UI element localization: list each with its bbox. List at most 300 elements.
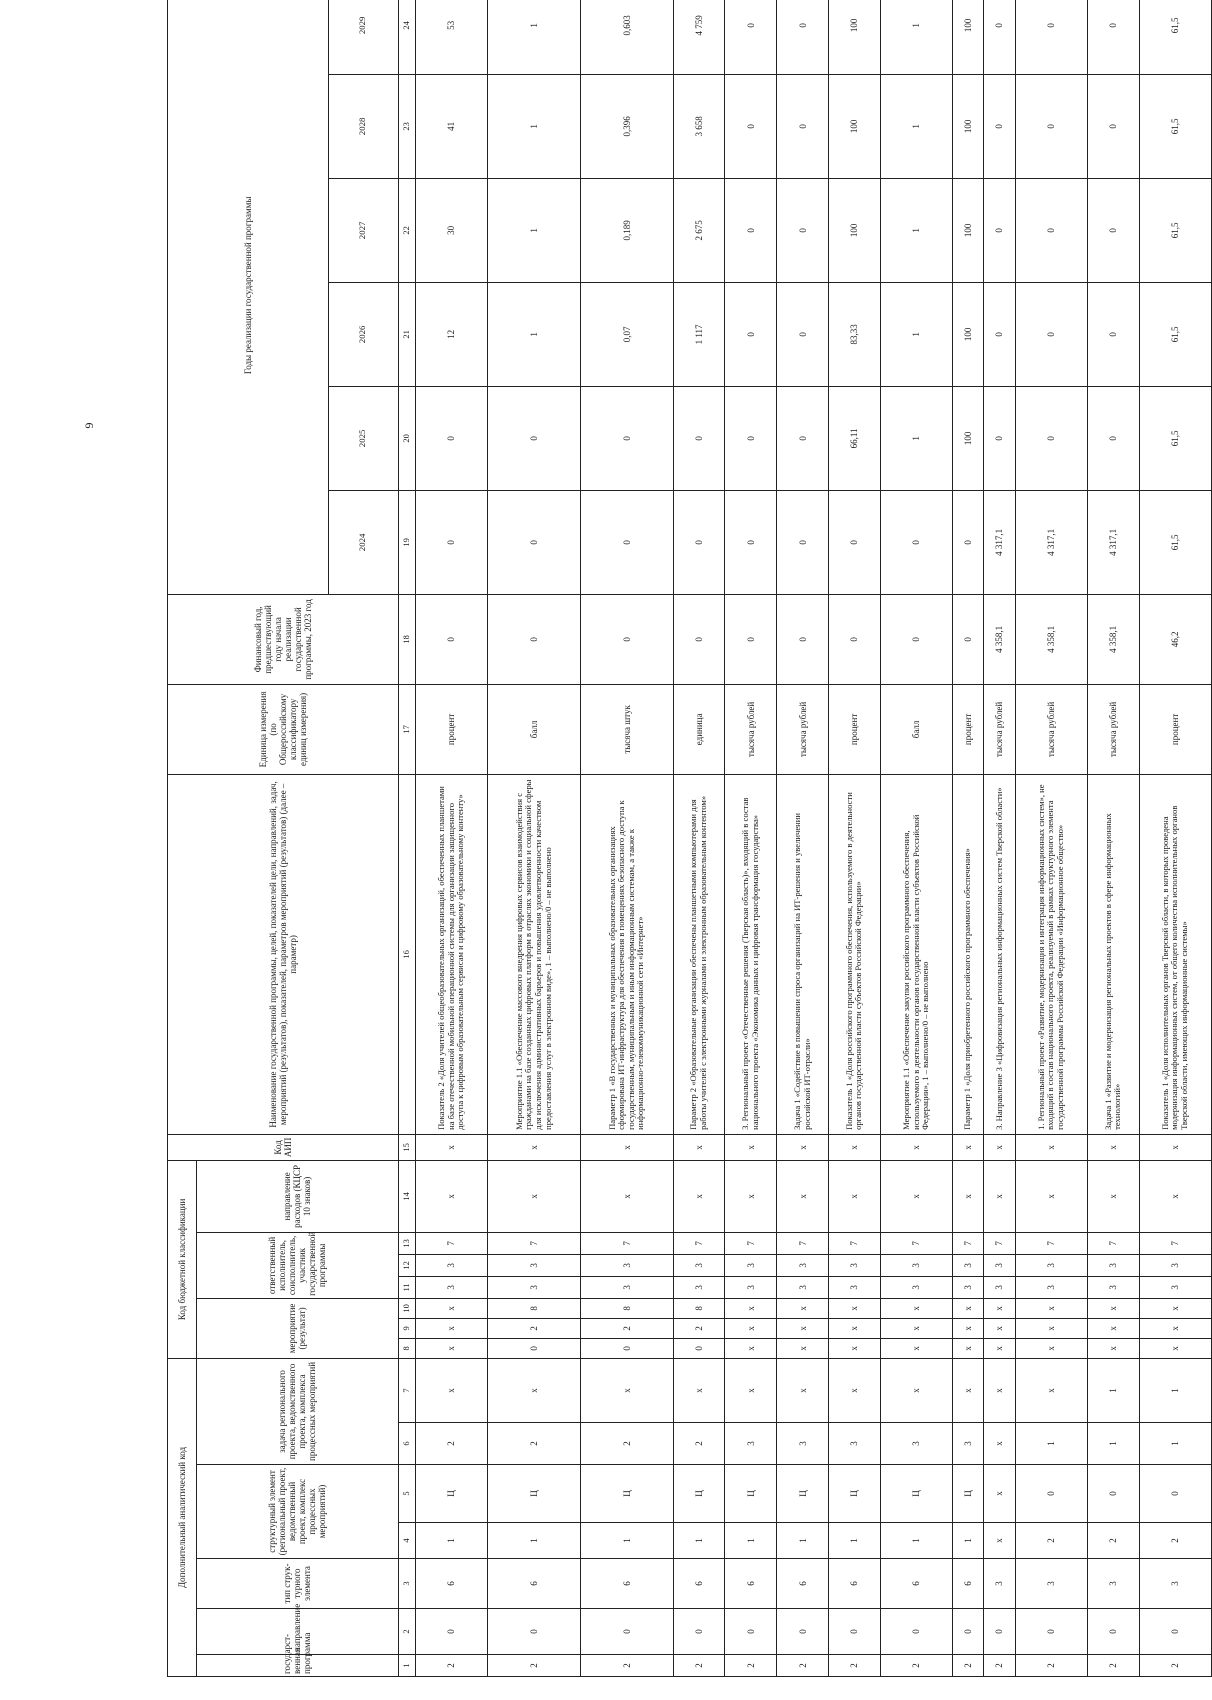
code-cell: х [828, 1298, 880, 1318]
code-cell: 7 [1015, 1232, 1087, 1254]
code-cell: 6 [828, 1559, 880, 1609]
code-cell: 3 [984, 1276, 1015, 1298]
code-cell: 1 [673, 1523, 725, 1559]
code-cell: 2 [1139, 1655, 1211, 1677]
row-year-value: 0 [777, 178, 829, 282]
code-cell: 0 [1015, 1609, 1087, 1655]
row-unit: процент [1139, 684, 1211, 774]
table-row [580, 0, 673, 1677]
code-cell: 2 [580, 1423, 673, 1465]
code-cell: 3 [1087, 1559, 1139, 1609]
row-year-value: 0 [487, 386, 580, 490]
code-cell: 3 [1087, 1276, 1139, 1298]
code-cell: х [725, 1160, 777, 1232]
row-unit: тысяча рублей [1015, 684, 1087, 774]
code-cell: 0 [1087, 1609, 1139, 1655]
code-cell: 3 [984, 1254, 1015, 1276]
code-cell: х [415, 1338, 487, 1358]
code-cell: 0 [828, 1609, 880, 1655]
row-base-year-value: 0 [673, 594, 725, 684]
code-cell: 0 [487, 1609, 580, 1655]
row-year-value: 0 [1015, 282, 1087, 386]
row-year-value: 0 [1087, 0, 1139, 74]
code-cell: х [953, 1298, 984, 1318]
code-cell: 7 [880, 1232, 952, 1254]
code-cell: х [777, 1134, 829, 1160]
code-cell: 7 [673, 1232, 725, 1254]
row-base-year-value: 0 [880, 594, 952, 684]
row-base-year-value: 46,2 [1139, 594, 1211, 684]
code-cell: 2 [984, 1655, 1015, 1677]
code-cell: Ц [953, 1465, 984, 1523]
code-cell: 3 [953, 1276, 984, 1298]
code-cell: 3 [828, 1423, 880, 1465]
code-cell: 2 [673, 1423, 725, 1465]
code-cell: Ц [828, 1465, 880, 1523]
code-cell: 2 [1087, 1523, 1139, 1559]
code-cell: х [1015, 1160, 1087, 1232]
row-year-value: 1 [880, 386, 952, 490]
code-cell: 1 [953, 1523, 984, 1559]
column-number: 24 [398, 0, 415, 74]
code-cell: х [880, 1338, 952, 1358]
code-cell: 0 [984, 1609, 1015, 1655]
table-row [1015, 0, 1087, 1677]
header-year-2025: 2025 [328, 386, 398, 490]
row-year-value: 0 [487, 490, 580, 594]
code-cell: 3 [984, 1559, 1015, 1609]
code-cell: 1 [777, 1523, 829, 1559]
code-cell: х [415, 1298, 487, 1318]
row-name: 3. Направление 3 «Цифровизация региональных информационных систем Тверской области» [984, 774, 1015, 1134]
table-body [415, 0, 1211, 1677]
code-cell: 7 [1087, 1232, 1139, 1254]
code-cell: х [1139, 1338, 1211, 1358]
code-cell: 1 [487, 1523, 580, 1559]
row-year-value: 0 [415, 386, 487, 490]
code-cell: х [984, 1134, 1015, 1160]
code-cell: х [673, 1134, 725, 1160]
column-number: 12 [398, 1254, 415, 1276]
row-name: Показатель 2 «Доля учителей общеобразовательных организаций, обеспеченных планшетами на базе отечественной мобильной операционной системы для организации защищенного доступа к цифровым образовательным сервисам и цифровому образовательному контенту» [415, 774, 487, 1134]
code-cell: 6 [487, 1559, 580, 1609]
code-cell: 6 [415, 1559, 487, 1609]
row-unit: тысяча рублей [777, 684, 829, 774]
header-event: мероприятие (результат) [197, 1298, 399, 1358]
row-year-value: 0 [984, 178, 1015, 282]
row-year-value: 3 658 [673, 74, 725, 178]
code-cell: 2 [828, 1655, 880, 1677]
column-number: 8 [398, 1338, 415, 1358]
header-unit: Единица измерения (по Общероссийскому классификатору единиц измерения) [168, 684, 399, 774]
code-cell: х [828, 1358, 880, 1422]
code-cell: 3 [953, 1423, 984, 1465]
code-cell: х [953, 1134, 984, 1160]
header-direction: направление [197, 1609, 399, 1655]
row-year-value: 0 [984, 386, 1015, 490]
row-year-value: 0 [725, 0, 777, 74]
row-year-value: 4 759 [673, 0, 725, 74]
code-cell: х [984, 1318, 1015, 1338]
code-cell: х [725, 1134, 777, 1160]
row-year-value: 4 317,1 [1015, 490, 1087, 594]
code-cell: 2 [673, 1655, 725, 1677]
code-cell: 2 [1015, 1655, 1087, 1677]
code-cell: 6 [880, 1559, 952, 1609]
column-number: 21 [398, 282, 415, 386]
code-cell: 1 [1087, 1423, 1139, 1465]
row-year-value: 100 [828, 0, 880, 74]
code-cell: 3 [580, 1254, 673, 1276]
row-year-value: 0 [725, 282, 777, 386]
code-cell: 7 [487, 1232, 580, 1254]
code-cell: х [1015, 1318, 1087, 1338]
code-cell: 0 [777, 1609, 829, 1655]
code-cell: 2 [580, 1318, 673, 1338]
code-cell: 3 [777, 1254, 829, 1276]
code-cell: х [828, 1160, 880, 1232]
code-cell: 8 [487, 1298, 580, 1318]
row-year-value: 0,07 [580, 282, 673, 386]
row-unit: тысяча рублей [1087, 684, 1139, 774]
code-cell: 6 [725, 1559, 777, 1609]
code-cell: х [1087, 1160, 1139, 1232]
code-cell: х [1015, 1134, 1087, 1160]
row-year-value: 0,603 [580, 0, 673, 74]
code-cell: х [1087, 1298, 1139, 1318]
code-cell: 7 [415, 1232, 487, 1254]
code-cell: 2 [1087, 1655, 1139, 1677]
code-cell: х [984, 1160, 1015, 1232]
header-struct-element: структурный элемент (региональный проект, ведомственный проект, комплекс процессных мероприятий) [197, 1465, 399, 1559]
row-name: Параметр 2 «Образовательные организации обеспечены планшетными компьютерами для работы учителей с электронными журналами и электронным образовательным контентом» [673, 774, 725, 1134]
code-cell: 3 [777, 1423, 829, 1465]
row-year-value: 0 [725, 386, 777, 490]
code-cell: х [415, 1160, 487, 1232]
code-cell: х [487, 1160, 580, 1232]
row-year-value: 100 [828, 178, 880, 282]
code-cell: 3 [828, 1254, 880, 1276]
row-unit: процент [828, 684, 880, 774]
program-table [167, 0, 1212, 1677]
code-cell: 2 [953, 1655, 984, 1677]
row-year-value: 1 117 [673, 282, 725, 386]
code-cell: 7 [984, 1232, 1015, 1254]
row-year-value: 41 [415, 74, 487, 178]
code-cell: 1 [725, 1523, 777, 1559]
row-year-value: 0 [415, 490, 487, 594]
code-cell: х [880, 1318, 952, 1338]
column-number: 22 [398, 178, 415, 282]
row-year-value: 0 [984, 74, 1015, 178]
code-cell: Ц [487, 1465, 580, 1523]
code-cell: Ц [673, 1465, 725, 1523]
row-year-value: 100 [828, 74, 880, 178]
table-row [487, 0, 580, 1677]
code-cell: х [725, 1318, 777, 1338]
code-cell: х [487, 1358, 580, 1422]
row-base-year-value: 0 [953, 594, 984, 684]
code-cell: Ц [415, 1465, 487, 1523]
code-cell: 6 [580, 1559, 673, 1609]
code-cell: 3 [1139, 1276, 1211, 1298]
row-year-value: 0 [1015, 386, 1087, 490]
code-cell: х [725, 1358, 777, 1422]
row-year-value: 0 [828, 490, 880, 594]
header-dop-code: Дополнительный аналитический код [168, 1358, 197, 1676]
code-cell: 3 [725, 1423, 777, 1465]
row-name: Показатель 1 «Доля российского программного обеспечения, используемого в деятельности органов государственной власти субъектов Российской Федерации» [828, 774, 880, 1134]
code-cell: х [828, 1134, 880, 1160]
code-cell: 3 [487, 1276, 580, 1298]
table-row [725, 0, 777, 1677]
code-cell: Ц [880, 1465, 952, 1523]
row-base-year-value: 0 [580, 594, 673, 684]
header-fin-year: Финансовый год, предшествующий году начала реализации государственной программы, 2023 год [168, 594, 399, 684]
row-year-value: 30 [415, 178, 487, 282]
code-cell: 8 [580, 1298, 673, 1318]
row-name: Показатель 1 «Доля исполнительных органов Тверской области, в которых проведена модернизация информационных систем, от общего количества исполнительных органов Тверской области, имеющих информационные системы» [1139, 774, 1211, 1134]
code-cell: х [984, 1298, 1015, 1318]
row-year-value: 0 [725, 490, 777, 594]
row-year-value: 53 [415, 0, 487, 74]
code-cell: х [1087, 1318, 1139, 1338]
code-cell: х [777, 1160, 829, 1232]
code-cell: 7 [828, 1232, 880, 1254]
row-year-value: 100 [953, 282, 984, 386]
code-cell: 7 [580, 1232, 673, 1254]
row-year-value: 0 [953, 490, 984, 594]
row-year-value: 61,5 [1139, 386, 1211, 490]
row-year-value: 0 [673, 386, 725, 490]
code-cell: 1 [828, 1523, 880, 1559]
row-base-year-value: 0 [487, 594, 580, 684]
code-cell: х [1139, 1160, 1211, 1232]
code-cell: 0 [725, 1609, 777, 1655]
code-cell: 2 [415, 1655, 487, 1677]
code-cell: 2 [415, 1423, 487, 1465]
table-row [828, 0, 880, 1677]
header-aip-code: Код АИП [168, 1134, 399, 1160]
code-cell: х [580, 1134, 673, 1160]
code-cell: 3 [1015, 1559, 1087, 1609]
code-cell: х [777, 1318, 829, 1338]
row-base-year-value: 0 [828, 594, 880, 684]
code-cell: 3 [673, 1276, 725, 1298]
column-number: 14 [398, 1160, 415, 1232]
code-cell: 1 [580, 1523, 673, 1559]
code-cell: 0 [673, 1609, 725, 1655]
code-cell: 0 [1015, 1465, 1087, 1523]
code-cell: х [1015, 1358, 1087, 1422]
column-number: 18 [398, 594, 415, 684]
code-cell: 7 [953, 1232, 984, 1254]
column-number: 13 [398, 1232, 415, 1254]
code-cell: х [1087, 1134, 1139, 1160]
code-cell: х [777, 1358, 829, 1422]
code-cell: 0 [1139, 1609, 1211, 1655]
row-year-value: 83,33 [828, 282, 880, 386]
code-cell: х [1139, 1298, 1211, 1318]
table-row [1139, 0, 1211, 1677]
code-cell: х [673, 1160, 725, 1232]
code-cell: 2 [1139, 1523, 1211, 1559]
code-cell: 3 [725, 1254, 777, 1276]
column-number: 5 [398, 1465, 415, 1523]
code-cell: х [415, 1318, 487, 1338]
code-cell: 2 [487, 1423, 580, 1465]
code-cell: 3 [1139, 1254, 1211, 1276]
code-cell: х [880, 1134, 952, 1160]
column-number: 20 [398, 386, 415, 490]
row-year-value: 12 [415, 282, 487, 386]
header-struct-type: тип струк-турного элемента [197, 1559, 399, 1609]
column-numbers-row [398, 0, 415, 1677]
code-cell: 3 [673, 1254, 725, 1276]
row-name: Мероприятие 1.1 «Обеспечение массового внедрения цифровых сервисов взаимодействия с гражданами на базе созданных цифровых платформ в отраслях экономики и социальной сферы для исключения административных барьеров и повышения удовлетворенности качеством предоставления услуг в электронном виде», 1 – выполнено/0 – не выполнено [487, 774, 580, 1134]
row-name: Задача 1 «Развитие и модернизация региональных проектов в сфере информационных технологий» [1087, 774, 1139, 1134]
code-cell: х [953, 1338, 984, 1358]
code-cell: х [1087, 1338, 1139, 1358]
column-number: 9 [398, 1318, 415, 1338]
row-unit: тысяча рублей [725, 684, 777, 774]
column-number: 23 [398, 74, 415, 178]
row-year-value: 0 [777, 386, 829, 490]
row-base-year-value: 4 358,1 [984, 594, 1015, 684]
header-year-2026: 2026 [328, 282, 398, 386]
code-cell: 2 [880, 1655, 952, 1677]
code-cell: 3 [880, 1423, 952, 1465]
row-year-value: 0 [1015, 178, 1087, 282]
header-years-group: Годы реализации государственной программы [168, 0, 329, 594]
code-cell: 0 [953, 1609, 984, 1655]
column-number: 1 [398, 1655, 415, 1677]
header-year-2028: 2028 [328, 74, 398, 178]
code-cell: 3 [1087, 1254, 1139, 1276]
code-cell: Ц [580, 1465, 673, 1523]
code-cell: х [880, 1298, 952, 1318]
column-number: 3 [398, 1559, 415, 1609]
code-cell: х [984, 1338, 1015, 1358]
column-number: 2 [398, 1609, 415, 1655]
code-cell: 1 [1139, 1358, 1211, 1422]
table-row [777, 0, 829, 1677]
code-cell: 3 [777, 1276, 829, 1298]
program-table-sheet [167, 15, 1212, 1677]
row-year-value: 0 [777, 282, 829, 386]
row-year-value: 0 [1087, 74, 1139, 178]
row-name: 1. Региональный проект «Развитие, модернизация и интеграция информационных систем», не входящий в состав национального проекта, реализуемый в рамках структурного элемента государственной программы Российской Федерации «Информационное общество» [1015, 774, 1087, 1134]
table-row [415, 0, 487, 1677]
code-cell: 3 [1139, 1559, 1211, 1609]
header-year-2027: 2027 [328, 178, 398, 282]
code-cell: 3 [487, 1254, 580, 1276]
code-cell: 2 [487, 1655, 580, 1677]
code-cell: х [953, 1358, 984, 1422]
code-cell: 3 [415, 1276, 487, 1298]
code-cell: х [953, 1318, 984, 1338]
code-cell: 1 [1139, 1423, 1211, 1465]
code-cell: 0 [580, 1338, 673, 1358]
row-year-value: 1 [487, 74, 580, 178]
code-cell: 0 [415, 1609, 487, 1655]
code-cell: 7 [725, 1232, 777, 1254]
code-cell: 1 [880, 1523, 952, 1559]
code-cell: х [828, 1318, 880, 1338]
code-cell: 2 [1015, 1523, 1087, 1559]
row-year-value: 0,396 [580, 74, 673, 178]
row-year-value: 61,5 [1139, 490, 1211, 594]
row-year-value: 0 [880, 490, 952, 594]
row-unit: процент [415, 684, 487, 774]
table-row [953, 0, 984, 1677]
code-cell: х [1139, 1318, 1211, 1338]
code-cell: 3 [1015, 1254, 1087, 1276]
code-cell: х [984, 1523, 1015, 1559]
header-budget-code: Код бюджетной классификации [168, 1160, 197, 1358]
row-name: Параметр 1 «Доля приобретенного российского программного обеспечения» [953, 774, 984, 1134]
code-cell: 0 [1087, 1465, 1139, 1523]
code-cell: 7 [1139, 1232, 1211, 1254]
row-name: 3. Региональный проект «Отечественные решения (Тверская область)», входящий в состав национального проекта «Экономика данных и цифровая трансформация государства» [725, 774, 777, 1134]
column-number: 7 [398, 1358, 415, 1422]
column-number: 4 [398, 1523, 415, 1559]
row-year-value: 0 [580, 490, 673, 594]
row-name: Мероприятие 1.1 «Обеспечение закупки российского программного обеспечения, используемого в деятельности органов государственной власти субъектов Российской Федерации», 1 – выполнено/0 – не выполнено [880, 774, 952, 1134]
row-year-value: 2 675 [673, 178, 725, 282]
row-base-year-value: 0 [415, 594, 487, 684]
row-unit: балл [487, 684, 580, 774]
code-cell: 1 [415, 1523, 487, 1559]
code-cell: х [673, 1358, 725, 1422]
code-cell: х [880, 1160, 952, 1232]
code-cell: Ц [777, 1465, 829, 1523]
row-year-value: 0 [673, 490, 725, 594]
row-year-value: 0 [1015, 74, 1087, 178]
row-year-value: 1 [487, 178, 580, 282]
row-year-value: 100 [953, 386, 984, 490]
code-cell: х [953, 1160, 984, 1232]
row-year-value: 0,189 [580, 178, 673, 282]
column-number: 6 [398, 1423, 415, 1465]
row-base-year-value: 4 358,1 [1015, 594, 1087, 684]
row-year-value: 0 [777, 490, 829, 594]
code-cell: х [984, 1465, 1015, 1523]
header-year-2024: 2024 [328, 490, 398, 594]
page-number: 6 [82, 422, 97, 429]
code-cell: 2 [487, 1318, 580, 1338]
code-cell: х [828, 1338, 880, 1358]
code-cell: 0 [1139, 1465, 1211, 1523]
code-cell: х [580, 1358, 673, 1422]
code-cell: 2 [777, 1655, 829, 1677]
code-cell: 1 [1015, 1423, 1087, 1465]
column-number: 17 [398, 684, 415, 774]
row-year-value: 100 [953, 178, 984, 282]
header-state-program: государст-венная программа [197, 1655, 399, 1677]
column-number: 11 [398, 1276, 415, 1298]
table-row [880, 0, 952, 1677]
row-year-value: 4 317,1 [1087, 490, 1139, 594]
header-year-2029: 2029 [328, 0, 398, 74]
row-year-value: 100 [953, 0, 984, 74]
header-name: Наименование государственной программы, целей, показателей цели, направлений, задач, мероприятий (результатов), показателей, параметров мероприятий (результатов) (далее – параметр) [168, 774, 399, 1134]
code-cell: 2 [725, 1655, 777, 1677]
row-year-value: 0 [1015, 0, 1087, 74]
code-cell: 3 [725, 1276, 777, 1298]
row-year-value: 0 [580, 386, 673, 490]
header-expense-dir: направление расходов (КЦСР 10 знаков) [197, 1160, 399, 1232]
